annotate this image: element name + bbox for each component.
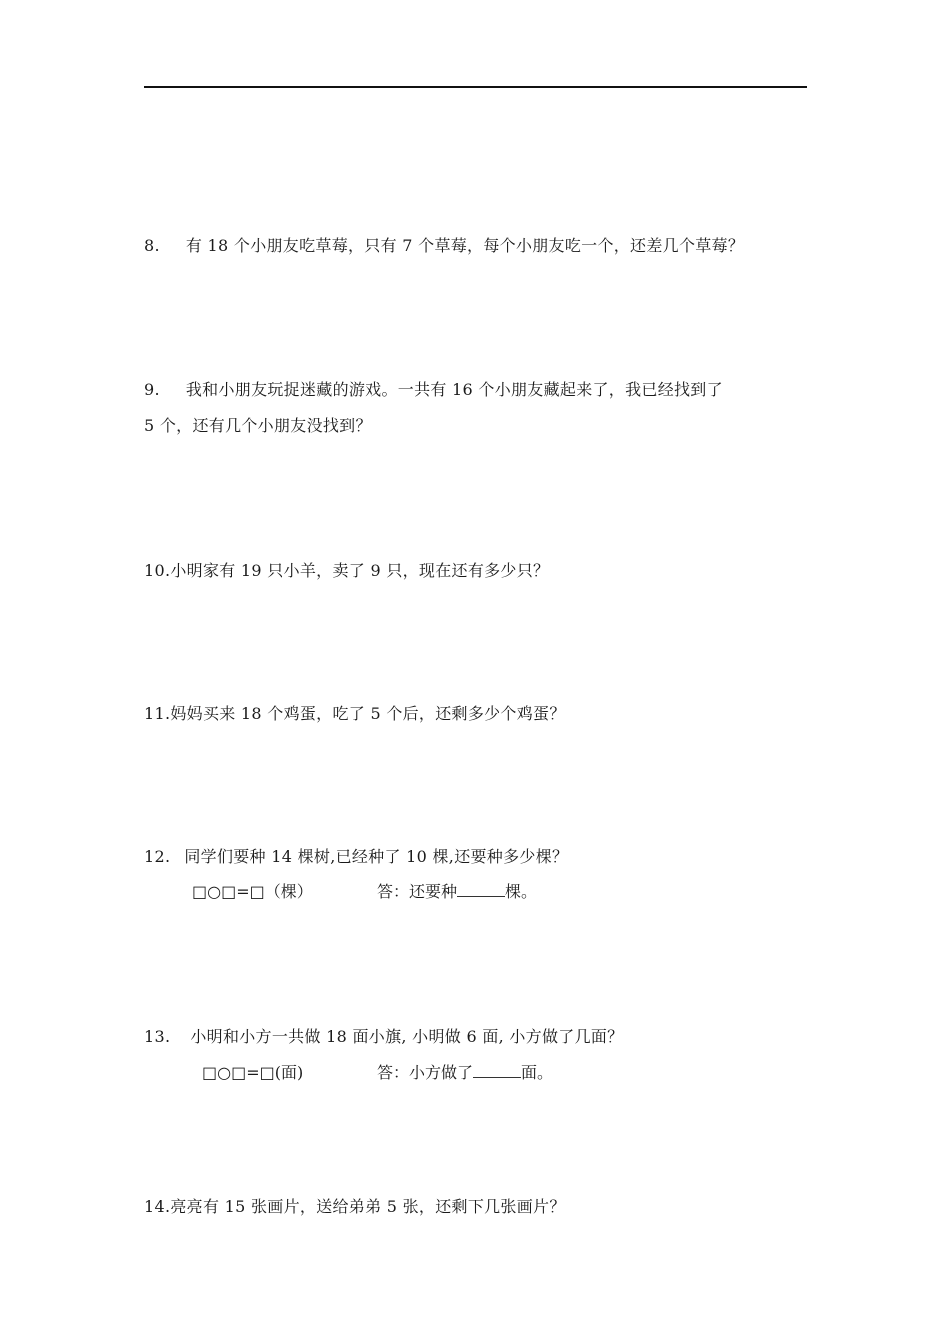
question-11-text-end: 鸡蛋？ [516, 704, 566, 723]
question-11 [144, 704, 566, 724]
header-rule [144, 86, 807, 88]
question-12-answer [377, 882, 537, 902]
question-13-answer-suffix: 面。 [521, 1063, 554, 1082]
question-8-number: 8. [144, 236, 160, 255]
question-12-answer-suffix: 棵。 [505, 882, 538, 901]
question-12-formula: □○□=□（棵） [192, 882, 313, 901]
question-9-text-line1: 我和小朋友玩捉迷藏的游戏。一共有 16 个小朋友藏起来了，我已经找到了 [185, 380, 723, 399]
question-13-answer [377, 1063, 553, 1083]
question-13-formula-right: =□(面) [246, 1063, 304, 1082]
question-9-line2: 5 个，还有几个小朋友没找到？ [144, 416, 372, 435]
question-8 [144, 236, 744, 256]
question-13 [144, 1027, 624, 1047]
question-9-number: 9. [144, 380, 160, 399]
question-13-formula [202, 1063, 303, 1083]
question-8-text: 有 18 个小朋友吃草莓，只有 7 个草莓，每个小朋友吃一个，还差几个草莓？ [185, 236, 745, 255]
question-10: 10.小明家有 19 只小羊，卖了 9 只，现在还有多少只？ [144, 561, 550, 580]
question-13-answer-blank[interactable] [473, 1063, 521, 1078]
question-13-number: 13. [144, 1027, 171, 1046]
question-13-answer-prefix: 答：小方做了 [377, 1063, 474, 1082]
question-13-text: 小明和小方一共做 18 面小旗, 小明做 6 面, 小方做了几面？ [190, 1027, 624, 1046]
question-12-answer-prefix: 答：还要种 [377, 882, 458, 901]
question-9 [144, 380, 723, 400]
question-12-answer-blank[interactable] [457, 882, 505, 897]
question-12 [144, 847, 568, 867]
question-14: 14.亮亮有 15 张画片，送给弟弟 5 张，还剩下几张画片？ [144, 1197, 566, 1216]
question-12-number: 12. [144, 847, 171, 866]
question-13-formula-left: □○□ [202, 1063, 247, 1082]
question-12-text: 同学们要种 14 棵树,已经种了 10 棵,还要种多少棵？ [184, 847, 569, 866]
question-11-text: 11.妈妈买来 18 个鸡蛋，吃了 5 个后，还剩多少个 [144, 704, 517, 723]
